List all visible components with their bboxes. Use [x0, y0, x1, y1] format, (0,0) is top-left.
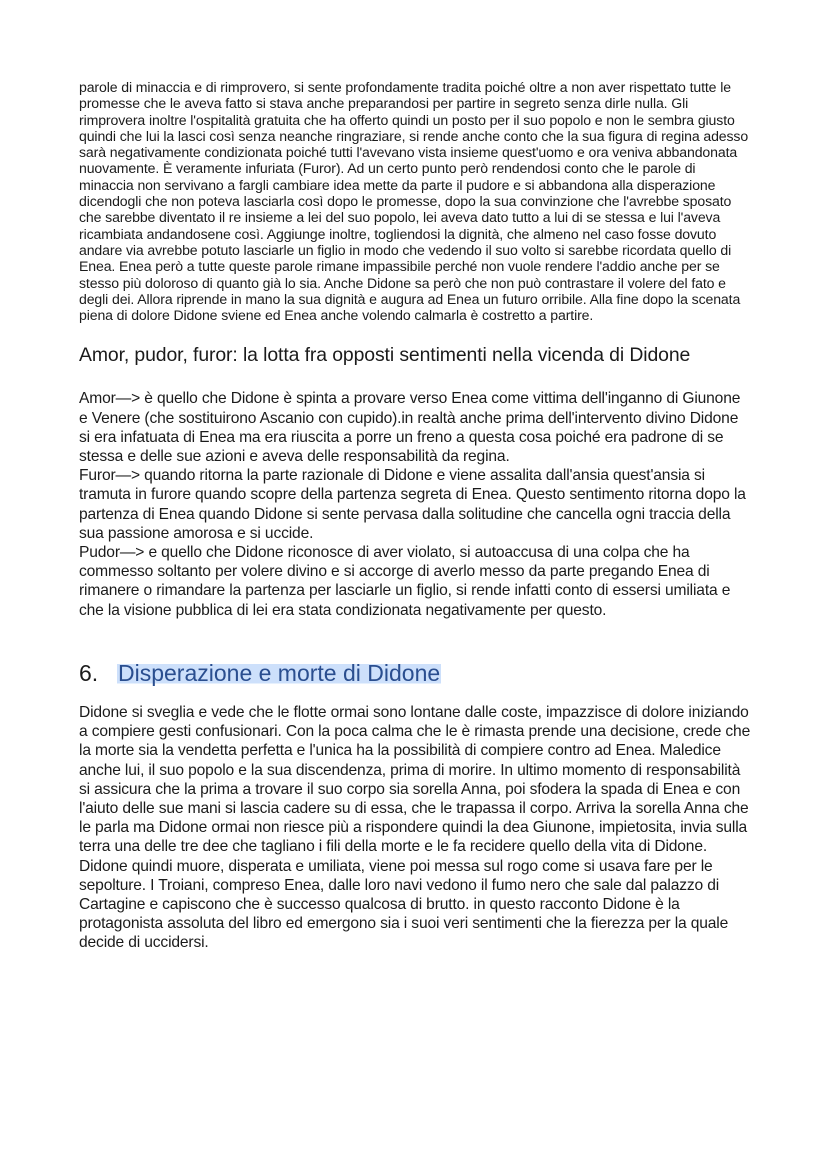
section-6-heading — [79, 658, 751, 688]
pudor-paragraph: Pudor—> e quello che Didone riconosce di aver violato, si autoaccusa di una colpa che ha commesso soltanto per volere divino e si accorge di averlo messo da parte pregando Enea di rimanere o rimandare la partenza per lasciarle un figlio, si rende infatti conto di essersi umiliata e che la visione pubblica di lei era stata condizionata negativamente per questo. — [79, 544, 731, 619]
section-6-paragraph: Didone si sveglia e vede che le flotte ormai sono lontane dalle coste, impazzisce di dolore iniziando a compiere gesti confusionari. Con la poca calma che le è rimasta prende una decisione, crede che la morte sia la vendetta perfetta e l'unica ha la possibilità di compiere contro ad Enea. Maledice anche lui, il suo popolo e la sua discendenza, prima di morire. In ultimo momento di responsabilità si assicura che la prima a trovare il suo corpo sia sorella Anna, poi sfodera la spada di Enea e con l'aiuto delle sue mani si lascia cadere su di essa, che le trapassa il corpo. Arriva la sorella Anna che le parla ma Didone ormai non riesce più a rispondere quindi la dea Giunone, impietosita, invia sulla terra una delle tre dee che tagliano i fili della morte e le fa recidere quello della vita di Didone. Didone quindi muore, disperata e umiliata, viene poi messa sul rogo come si usava fare per le sepolture. I Troiani, compreso Enea, dalle loro navi vedono il fumo nero che sale dal palazzo di Cartagine e capiscono che è successo qualcosa di brutto. in questo racconto Didone è la protagonista assoluta del libro ed emergono sia i suoi veri sentimenti che la fierezza per la quale decide di uccidersi. — [79, 703, 751, 952]
section-6-title-highlighted: Disperazione e morte di Didone — [118, 659, 441, 686]
section-6-body — [79, 703, 751, 953]
intro-paragraph: parole di minaccia e di rimprovero, si sente profondamente tradita poiché oltre a non aver rispettato tutte le promesse che le aveva fatto si stava anche preparandosi per partire in segreto senza dirle nulla. Gli rimprovera inoltre l'ospitalità gratuita che ha offerto quindi un posto per il suo popolo e non le sembra giusto quindi che lui la lasci così senza neanche ringraziare, si rende anche conto che la sua figura di regina adesso sarà negativamente condizionata poiché tutti l'avevano vista insieme quest'uomo e ora veniva abbandonata nuovamente. È veramente infuriata (Furor). Ad un certo punto però rendendosi conto che le parole di minaccia non servivano a fargli cambiare idea mette da parte il pudore e si abbandona alla disperazione dicendogli che non poteva lasciarla così dopo le promesse, dopo la sua convinzione che l'avrebbe sposato che sarebbe diventato il re insieme a lei del suo popolo, lei aveva dato tutto a lui di se stessa e lui l'aveva ricambiata andandosene così. Aggiunge inoltre, togliendosi la dignità, che almeno nel caso fosse dovuto andare via avrebbe potuto lasciarle un figlio in modo che vedendo il suo volto si sarebbe ricordata quello di Enea. Enea però a tutte queste parole rimane impassibile perché non vuole rendere l'addio anche per se stesso più doloroso di quanto già lo sia. Anche Didone sa però che non può contrastare il volere del fato e degli dei. Allora riprende in mano la sua dignità e augura ad Enea un futuro orribile. Alla fine dopo la scenata piena di dolore Didone sviene ed Enea anche volendo calmarla è costretto a partire. — [79, 79, 749, 324]
document-page — [79, 79, 751, 953]
section-heading-amor-pudor-furor: Amor, pudor, furor: la lotta fra opposti sentimenti nella vicenda di Didone — [79, 344, 691, 367]
amor-pudor-furor-body — [79, 389, 751, 619]
amor-paragraph: Amor—> è quello che Didone è spinta a provare verso Enea come vittima dell'inganno di Giunone e Venere (che sostituirono Ascanio con cupido).in realtà anche prima dell'intervento divino Didone si era infatuata di Enea ma era riuscita a porre un freno a questa cosa poiché era padrone di se stessa e delle sue azioni e aveva delle responsabilità da regina. — [79, 390, 741, 466]
furor-paragraph: Furor—> quando ritorna la parte razionale di Didone e viene assalita dall'ansia quest'ansia si tramuta in furore quando scopre della partenza segreta di Enea. Questo sentimento ritorna dopo la partenza di Enea quando Didone si sente pervasa dalla solitudine che cancella ogni traccia della sua passione amorosa e si uccide. — [79, 467, 746, 542]
section-6-number: 6. — [79, 659, 99, 686]
